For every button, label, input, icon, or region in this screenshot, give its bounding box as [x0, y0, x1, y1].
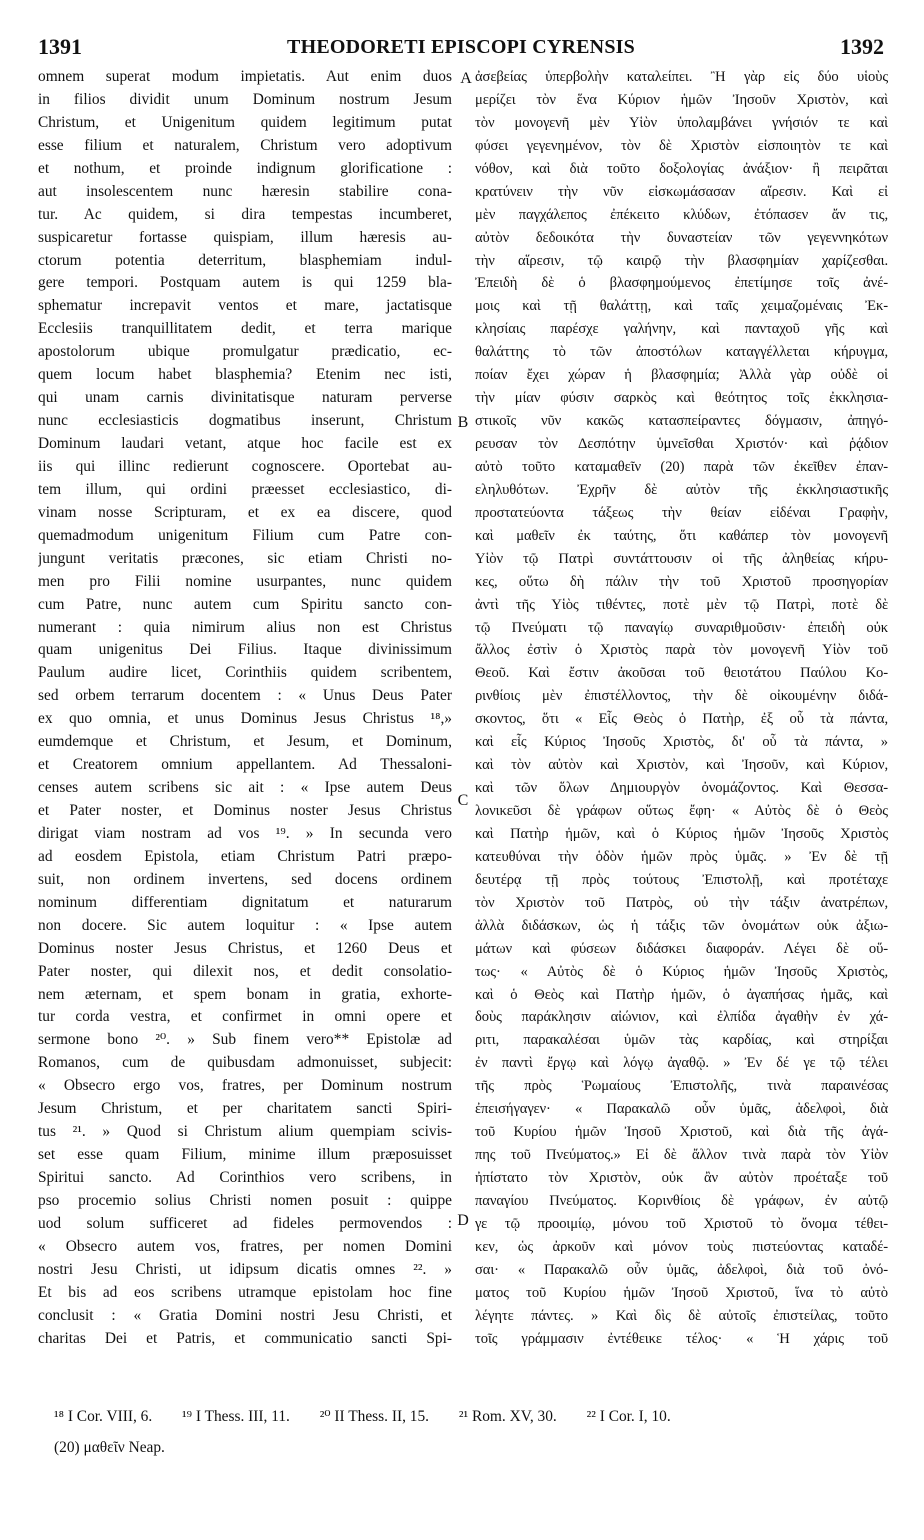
greek-text-line: φύσει γεγενημένον, τὸν δὲ Χριστὸν εἰσποιητὸν τε καὶ: [475, 137, 888, 154]
greek-text-line: δοὺς παράκλησιν αἰώνιον, καὶ ἐλπίδα ἀγαθὴν ἐν χά-: [475, 1009, 888, 1026]
greek-text-line: ποίαν ἔχει χώραν ἡ βλασφημία; Ἀλλὰ γὰρ οὐδὲ οἱ: [475, 367, 888, 384]
latin-text-line: charitas Dei et Patris, et communicatio sancti Spi-: [38, 1329, 452, 1347]
latin-text-line: quem locum habet blasphemia? Etenim nec isti,: [38, 366, 452, 384]
footnotes: [54, 1405, 894, 1429]
latin-text-line: Jesum Christum, et per charitatem sancti Spiri-: [38, 1100, 452, 1118]
latin-text-line: pso procemio solius Christi nomen posuit : quippe: [38, 1191, 452, 1209]
greek-text-line: ματος τοῦ Κυρίου ἡμῶν Ἰησοῦ Χριστοῦ, ἵνα τὸ αὐτὸ: [475, 1284, 888, 1301]
greek-text-line: τὸν Χριστὸν τοῦ Πατρὸς, οὐ τὴν τάξιν ἀνατρέπων,: [475, 894, 888, 911]
latin-text-line: eumdemque et Christum, et Jesum, et Dominum,: [38, 733, 452, 751]
greek-text-line: μοις καὶ τῇ θαλάττῃ, καὶ ταῖς χειμαζομέναις Ἐκ-: [475, 298, 888, 315]
greek-text-line: αὐτὸν δεδοικότα τὴν δυναστείαν τῶν γεγεννηκότων: [475, 229, 888, 246]
greek-column: [475, 66, 888, 1351]
latin-text-line: quam unigenitus Dei Filius. Itaque divinissimum: [38, 641, 452, 659]
greek-text-line: νόθον, καὶ διὰ τοῦτο δοξολογίας ἀνάξιον· ἢ πειρᾶται: [475, 160, 888, 177]
greek-text-line: τὴν αἵρεσιν, τῷ καιρῷ τὴν βλασφημίαν χαρίζεσθαι.: [475, 252, 888, 269]
latin-text-line: ad eosdem Epistola, etiam Christum Patri præpo-: [38, 847, 452, 865]
greek-text-line: τοῦ Κυρίου ἡμῶν Ἰησοῦ Χριστοῦ, καὶ διὰ τῆς ἀγά-: [475, 1124, 888, 1141]
latin-text-line: Romanos, cum de quibusdam admonuisset, subjecit:: [38, 1054, 452, 1072]
running-header: [38, 34, 884, 64]
greek-text-line: γε τῷ προοιμίῳ, μόνου τοῦ Χριστοῦ τὸ ὄνομα τέθει-: [475, 1215, 888, 1232]
latin-text-line: conclusit : « Gratia Domini nostri Jesu Christi, et: [38, 1306, 452, 1324]
greek-text-line: παναγίου Πνεύματος. Κορινθίοις δὲ γράφων, ἐν αὐτῷ: [475, 1192, 888, 1209]
latin-text-line: suit, non ordinem invertens, sed docens ordinem: [38, 870, 452, 888]
latin-text-line: men pro Filii nomine usurpantes, nunc quidem: [38, 572, 452, 590]
greek-text-line: κατευθύναι τὴν ὁδὸν ἡμῶν πρὸς ὑμᾶς. » Ἐν δὲ τῇ: [475, 848, 888, 865]
latin-text-line: Paulum audire licet, Corinthiis quidem scribentem,: [38, 664, 452, 682]
footnote: ¹⁹ I Thess. III, 11.: [182, 1408, 290, 1425]
greek-text-line: κεν, ὡς ἀρκοῦν καὶ μόνον τοὺς πιστεύοντας καταδέ-: [475, 1238, 888, 1255]
latin-text-line: quemadmodum unigenitum Filium cum Patre con-: [38, 526, 452, 544]
greek-text-line: πης τοῦ Πνεύματος.» Εἰ δὲ ἄλλον τινὰ παρὰ τὸν Υἱὸν: [475, 1147, 888, 1164]
section-marker-d: D: [457, 1212, 469, 1229]
latin-column: [38, 66, 452, 1351]
latin-text-line: Spiritui sancto. Ad Corinthios vero scribens, in: [38, 1169, 452, 1186]
footnote: ²¹ Rom. XV, 30.: [458, 1408, 557, 1425]
latin-text-line: aut insolescentem nunc hæresin stabilire cona-: [38, 182, 452, 200]
greek-text-line: λονικεῦσι δὲ γράφων οὕτως ἔφη· « Αὐτὸς δὲ ὁ Θεὸς: [475, 803, 888, 819]
greek-text-line: ρευσαν τὸν Δεσπότην ὑμνεῖσθαι Χριστόν· καὶ ῥᾴδιον: [475, 436, 888, 452]
latin-text-line: vinam nosse Scripturam, et ex ea discere, quod: [38, 503, 452, 521]
greek-text-line: θαλάττης τὸ τῶν ἀποστόλων καταγγέλλεται κήρυγμα,: [475, 344, 888, 361]
latin-text-line: Dominus noster Jesus Christus, et 1260 Deus et: [38, 939, 452, 957]
greek-text-line: καὶ τὸν αὐτὸν καὶ Χριστὸν, καὶ Ἰησοῦν, καὶ Κύριον,: [475, 757, 888, 774]
latin-text-line: censes autem scribens sic ait : « Ipse autem Deus: [38, 779, 452, 797]
greek-text-line: ἀσεβείας ὑπερβολὴν καταλείπει. Ἢ γὰρ εἰς δύο υἱοὺς: [475, 69, 888, 85]
greek-text-line: τῷ Πνεύματι τῷ παναγίῳ συναριθμοῦσιν· ἐπειδὴ οὐκ: [475, 619, 888, 636]
latin-text-line: Christum, et Unigenitum quidem legitimum putat: [38, 113, 452, 131]
latin-text-line: cum Patre, nunc autem cum Spiritu sancto con-: [38, 595, 452, 613]
latin-text-line: in filios dividit unum Dominum nostrum Jesum: [38, 90, 452, 108]
page-number-left: 1391: [38, 34, 82, 59]
greek-text-line: σαι· « Παρακαλῶ οὖν ὑμᾶς, ἀδελφοὶ, διὰ τοῦ ὀνό-: [475, 1261, 888, 1278]
latin-text-line: omnem superat modum impietatis. Aut enim duos: [38, 68, 452, 85]
greek-text-line: αὐτὸ τοῦτο καταμαθεῖν (20) παρὰ τῶν ἐκεῖθεν ἐπαν-: [475, 458, 888, 475]
variant-note: (20) μαθεῖν Neap.: [54, 1439, 165, 1456]
greek-text-line: εληλυθότων. Ἐχρῆν δὲ αὐτὸν τῆς ἐκκλησιαστικῆς: [475, 481, 888, 498]
greek-text-line: καὶ ὁ Θεὸς καὶ Πατὴρ ἡμῶν, ὁ ἀγαπήσας ἡμᾶς, καὶ: [475, 986, 888, 1003]
greek-text-line: Υἱὸν τῷ Πατρὶ συντάττουσιν οἱ τῆς ἀληθείας κήρυ-: [475, 550, 888, 567]
latin-text-line: sed orbem terrarum docentem : « Unus Deus Pater: [38, 687, 452, 705]
greek-text-line: κλησίαις παρέσχε γαλήνην, καὶ πανταχοῦ γῆς καὶ: [475, 321, 888, 338]
latin-text-line: numerant : quia nimirum alius non est Christus: [38, 618, 452, 636]
running-title: THEODORETI EPISCOPI CYRENSIS: [287, 36, 635, 58]
footnote: ²² I Cor. I, 10.: [586, 1408, 671, 1425]
greek-text-line: κες, οὕτω δὴ πάλιν τὴν τοῦ Χριστοῦ προσηγορίαν: [475, 573, 888, 590]
latin-text-line: et nothum, et proinde indignum glorificatione :: [38, 159, 452, 177]
greek-text-line: καὶ εἷς Κύριος Ἰησοῦς Χριστὸς, δι' οὗ τὰ πάντα, »: [475, 734, 888, 751]
greek-text-line: ἐπεισήγαγεν· « Παρακαλῶ οὖν ὑμᾶς, ἀδελφοὶ, διὰ: [475, 1101, 888, 1118]
greek-text-line: μάτων καὶ φύσεων διδάσκει διαφοράν. Λέγει δὲ οὕ-: [475, 940, 888, 957]
latin-text-line: ctorum potentia deterritum, blasphemiam indul-: [38, 251, 452, 269]
latin-text-line: esse filium et naturalem, Christum vero adoptivum: [38, 136, 452, 154]
latin-text-line: « Obsecro autem vos, fratres, per nomen Domini: [38, 1237, 452, 1255]
greek-text-line: δευτέρᾳ τῇ πρὸς τούτους Ἐπιστολῇ, καὶ προτέταχε: [475, 871, 888, 888]
greek-text-line: ἀντὶ τῆς Υἱὸς τιθέντες, ποτὲ μὲν τῷ Πατρὶ, ποτὲ δὲ: [475, 596, 888, 613]
page-number-right: 1392: [840, 34, 884, 59]
latin-text-line: Et bis ad eos scribens utramque epistolam hoc fine: [38, 1283, 452, 1301]
footnote: ²⁰ II Thess. II, 15.: [319, 1408, 430, 1425]
greek-text-line: καὶ μαθεῖν ἐκ ταύτης, ὅτι καθάπερ τὸν μονογενῆ: [475, 527, 888, 544]
latin-text-line: nunc ecclesiasticis dogmatibus inserunt, Christum: [38, 412, 452, 430]
section-marker-b: B: [457, 414, 469, 431]
latin-text-line: et Creatorem omnium appellantem. Ad Thessaloni-: [38, 756, 452, 774]
footnote: ¹⁸ I Cor. VIII, 6.: [54, 1408, 153, 1425]
greek-text-line: Ἐπειδὴ δὲ ὁ βλασφημούμενος ἐπετίμησε τοῖς ἀνέ-: [475, 275, 888, 292]
greek-text-line: ριτι, παρακαλέσαι ὑμῶν τὰς καρδίας, καὶ στηρίξαι: [475, 1032, 888, 1049]
latin-text-line: qui unam carnis divinitatisque naturam perverse: [38, 389, 452, 407]
latin-text-line: Pater noster, qui dilexit nos, et dedit consolatio-: [38, 962, 452, 980]
latin-text-line: jungunt veritatis præcones, sic etiam Christi no-: [38, 549, 452, 567]
greek-text-line: καὶ τῶν ὅλων Δημιουργὸν ὀνομάζοντος. Καὶ Θεσσα-: [475, 780, 888, 797]
latin-text-line: apostolorum ubique promulgatur prædicatio, ec-: [38, 343, 452, 361]
greek-text-line: τῆς πρὸς Ῥωμαίους Ἐπιστολῆς, τινὰ παραινέσας: [475, 1078, 888, 1095]
greek-text-line: Θεοῦ. Καὶ ἔστιν ἀκοῦσαι τοῦ θειοτάτου Παύλου Κο-: [475, 665, 888, 682]
latin-text-line: sphematur increpavit ventos et mare, jactatisque: [38, 297, 452, 315]
latin-text-line: Ecclesiis tranquillitatem dedit, et terra marique: [38, 320, 452, 338]
latin-text-line: suspicaretur fortasse quispiam, illum hæresis au-: [38, 228, 452, 246]
greek-text-line: τὴν μίαν φύσιν σαρκὸς καὶ θεότητος τοῖς ἐκκλησια-: [475, 390, 888, 407]
latin-text-line: Dominum laudari vetant, atque hoc facile est ex: [38, 435, 452, 452]
latin-text-line: nostri Jesu Christi, ut idipsum dicatis omnes ²². »: [38, 1260, 452, 1278]
greek-text-line: ἀλλὰ διδάσκων, ὡς ἡ τάξις τῶν ὀνομάτων οὐκ ἀξιω-: [475, 917, 888, 934]
latin-text-line: « Obsecro ergo vos, fratres, per Dominum nostrum: [38, 1077, 452, 1095]
greek-text-line: κρατύνειν τὴν νῦν εἰσκωμάσασαν αἵρεσιν. Καὶ εἰ: [475, 183, 888, 200]
latin-text-line: tem illum, qui ordini præesset ecclesiastico, di-: [38, 480, 452, 498]
latin-text-line: iis qui illinc redierunt cognoscere. Oportebat au-: [38, 457, 452, 475]
section-marker-a: A: [460, 70, 472, 87]
greek-text-line: ἐν παντὶ ἔργῳ καὶ λόγῳ ἀγαθῷ. » Ἐν δέ γε τῷ τέλει: [475, 1055, 888, 1072]
greek-text-line: λέγητε πάντες. » Καὶ δὶς δὲ αὐτοῖς ἐπιστείλας, τοῦτο: [475, 1307, 888, 1324]
latin-text-line: gere tempori. Postquam autem is qui 1259 bla-: [38, 274, 452, 292]
latin-text-line: non docere. Sic autem loquitur : « Ipse autem: [38, 916, 452, 934]
greek-text-line: τὸν μονογενῆ μὲν Υἱὸν ὑπολαμβάνει γνήσιόν τε καὶ: [475, 114, 888, 131]
latin-text-line: nem æternam, et spem bonam in gratia, exhorte-: [38, 985, 452, 1003]
greek-text-line: μὲν παγχάλεπος ἐπέκειτο κλύδων, ἐτόπασεν ἄν τις,: [475, 206, 888, 223]
latin-text-line: sermone bono ²⁰. » Sub finem vero** Epistolæ ad: [38, 1031, 452, 1049]
greek-text-line: τως· « Αὐτὸς δὲ ὁ Κύριος ἡμῶν Ἰησοῦς Χριστὸς,: [475, 963, 888, 980]
greek-text-line: ρινθίοις μὲν ἐπιστέλλοντος, τὴν δὲ οἰκουμένην διδά-: [475, 688, 888, 705]
greek-text-line: σκοντος, ὅτι « Εἷς Θεὸς ὁ Πατὴρ, ἐξ οὗ τὰ πάντα,: [475, 711, 888, 728]
greek-text-line: ἄλλος ἐστὶν ὁ Χριστὸς παρὰ τὸν μονογενῆ Υἱὸν τοῦ: [475, 642, 888, 659]
latin-text-line: ex quo omnia, et unus Dominus Jesus Christus ¹⁸,»: [38, 710, 452, 728]
latin-text-line: dirigat viam nostram ad vos ¹⁹. » In secunda vero: [38, 824, 452, 842]
section-marker-c: C: [457, 792, 469, 809]
latin-text-line: nominum differentiam dignitatum et naturarum: [38, 893, 452, 911]
greek-text-line: τοῖς γράμμασιν ἐντέθεικε τέλος· « Ἡ χάρις τοῦ: [475, 1330, 888, 1347]
greek-text-line: ἠπίστατο τὸν Χριστὸν, οὐκ ἂν αὐτὸν προέταξε τοῦ: [475, 1170, 888, 1186]
greek-text-line: μερίζει τὸν ἕνα Κύριον ἡμῶν Ἰησοῦν Χριστὸν, καὶ: [475, 91, 888, 108]
greek-text-line: στικοῖς νῦν κακῶς κατασπείραντες δόγμασιν, ἀπηγό-: [475, 413, 888, 430]
latin-text-line: tur corda vestra, et confirmet in omni opere et: [38, 1008, 452, 1026]
latin-text-line: tur. Ac quidem, si dira tempestas incumberet,: [38, 205, 452, 223]
latin-text-line: uod solum sufficeret ad fideles permovendos :: [38, 1214, 452, 1232]
greek-text-line: προστατεύοντα τάξεως τὴν θείαν εἰδέναι Γραφὴν,: [475, 504, 888, 521]
greek-text-line: καὶ Πατὴρ ἡμῶν, καὶ ὁ Κύριος ἡμῶν Ἰησοῦς Χριστὸς: [475, 825, 888, 842]
latin-text-line: set esse quam Filium, minime illum præposuisset: [38, 1146, 452, 1164]
latin-text-line: tus ²¹. » Quod si Christum alium quempiam scivis-: [38, 1123, 452, 1141]
latin-text-line: et Pater noster, et Dominus noster Jesus Christus: [38, 802, 452, 819]
